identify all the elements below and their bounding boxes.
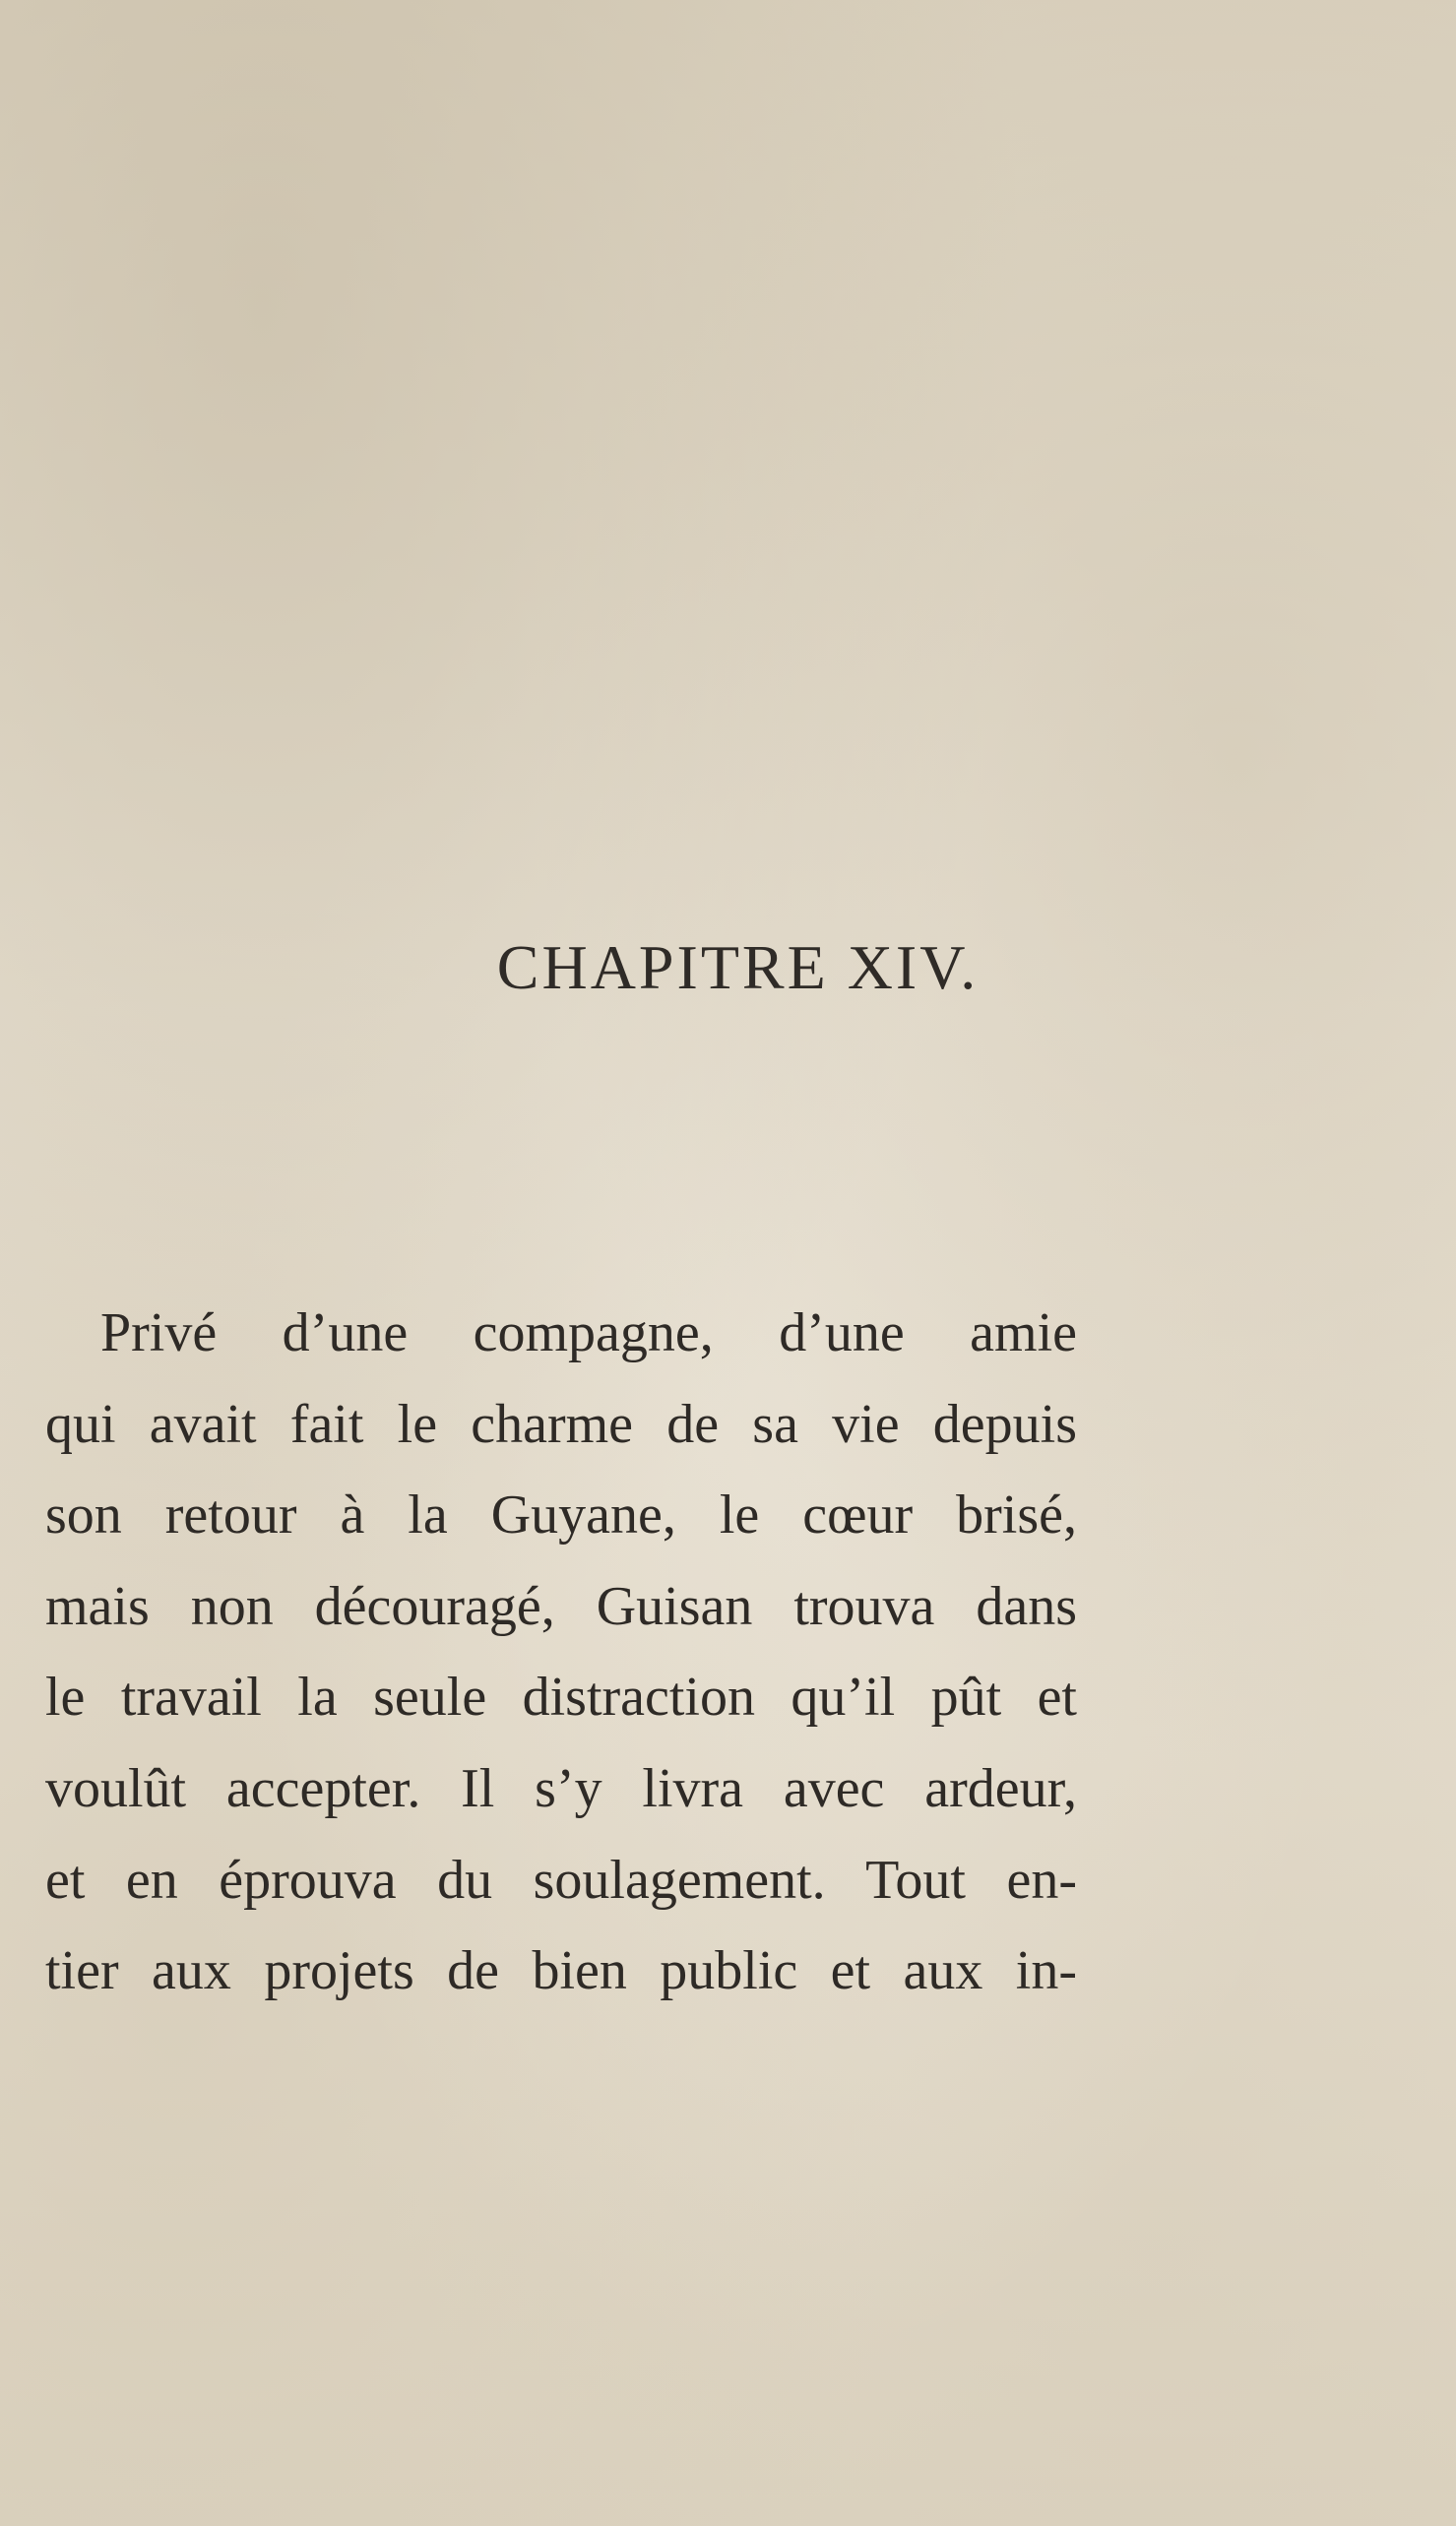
text-line: et en éprouva du soulagement. Tout en- (45, 1849, 1077, 1911)
text-line: tier aux projets de bien public et aux in- (45, 1940, 1077, 2002)
body-paragraph (45, 1288, 1077, 2017)
text-line: son retour à la Guyane, le cœur brisé, (45, 1484, 1077, 1547)
text-line: mais non découragé, Guisan trouva dans (45, 1575, 1077, 1637)
text-line: qui avait fait le charme de sa vie depuis (45, 1393, 1077, 1455)
text-line: voulût accepter. Il s’y livra avec ardeur, (45, 1757, 1077, 1819)
text-line: Privé d’une compagne, d’une amie (100, 1302, 1077, 1363)
chapter-heading: CHAPITRE XIV. (496, 932, 980, 1002)
text-line: le travail la seule distraction qu’il pût et (45, 1667, 1077, 1729)
